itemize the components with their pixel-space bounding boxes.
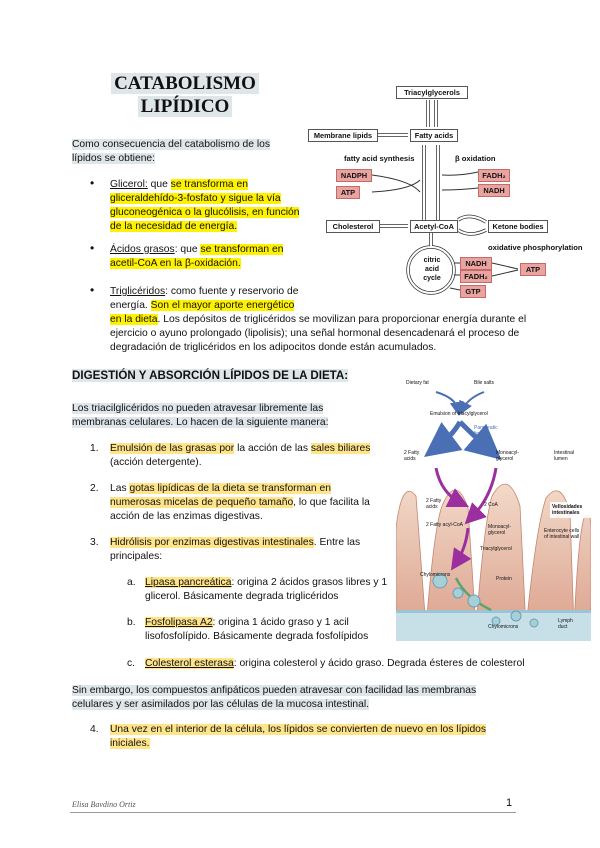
page-title <box>105 72 265 118</box>
item-2: Las gotas lipídicas de la dieta se transforman en numerosas micelas de pequeño tamaño, lo que facilita la acción de las enzimas digestivas. <box>110 483 370 522</box>
fadh2-box: FADH₂ <box>478 169 510 182</box>
citric-acid-cycle-label: citric acid cycle <box>423 257 441 282</box>
bile-salts-label: Bile salts <box>474 380 495 386</box>
pancreatic-lipase-label: Pancreatic lipase <box>474 425 498 437</box>
nadh-box: NADH <box>478 184 510 197</box>
lipid-metabolism-diagram <box>300 80 600 305</box>
fatty-acid-synthesis-label: fatty acid synthesis <box>344 154 415 163</box>
item-3: Hidrólisis por enzimas digestivas intestinales. Entre las principales: <box>110 537 361 562</box>
title-line-2: LIPÍDICO <box>138 96 233 117</box>
gtp-box: GTP <box>460 285 486 298</box>
ketone-bodies-box: Ketone bodies <box>488 220 548 233</box>
intestinal-absorption-figure <box>396 378 591 641</box>
coa-label: 2 CoA <box>484 502 498 508</box>
atp-box: ATP <box>336 186 360 199</box>
sub-item-b: Fosfolipasa A2: origina 1 ácido graso y 1 acil lisofosfolípido. Básicamente degrada fosfolípidos <box>145 617 369 642</box>
paragraph-intro: Los triacilglicéridos no pueden atravesar libremente las membranas celulares. Lo hacen de la siguiente manera: <box>72 403 329 428</box>
membrane-lipids-box: Membrane lipids <box>308 129 378 142</box>
sub-item-letter: c. <box>127 658 136 669</box>
bullet-trigliceridos: Triglicéridos: como fuente y reservorio de energía. Son el mayor aporte energético en la dieta. Los depósitos de triglicéridos se movilizan para proporcionar energía durante el ejercicio o ayuno prolongado (lipolisis); una señal hormonal desencadenará el proceso de degradación de triglicéridos en los adipocitos donde están acumulados. <box>110 286 527 353</box>
footer-divider <box>70 812 516 813</box>
section-heading: DIGESTIÓN Y ABSORCIÓN LÍPIDOS DE LA DIETA: <box>72 369 349 382</box>
monoacylglycerol-label-2: Monoacyl- glycerol <box>488 524 512 536</box>
bullet-dot: • <box>90 176 95 190</box>
sub-item-c: Colesterol esterasa: origina colesterol y ácido graso. Degrada ésteres de colesterol <box>145 658 525 669</box>
intro-text: Como consecuencia del catabolismo de los lípidos se obtiene: <box>72 139 271 164</box>
item-number: 4. <box>90 724 99 735</box>
paragraph-amphipathic: Sin embargo, los compuestos anfipáticos pueden atravesar con facilidad las membranas celulares y ser asimilados por las células de la mucosa intestinal. <box>72 685 477 710</box>
fatty-acids-label-2: 2 Fatty acids <box>426 498 442 510</box>
nadh-box-2: NADH <box>460 257 492 270</box>
fatty-acids-box: Fatty acids <box>410 129 458 142</box>
enterocyte-label: Enterocyte cells of intestinal wall <box>544 528 580 540</box>
nadph-box: NADPH <box>336 169 372 182</box>
triacylglycerols-box: Triacylglycerols <box>396 86 468 99</box>
item-number: 2. <box>90 483 99 494</box>
atp-box-2: ATP <box>520 263 546 276</box>
acetyl-coa-box: Acetyl-CoA <box>410 220 458 233</box>
lymph-duct-label: Lymph duct <box>558 618 573 630</box>
page-number: 1 <box>506 797 513 809</box>
bullet-acidos: Ácidos grasos: que se transforman en acetil-CoA en la β-oxidación. <box>110 244 284 269</box>
dietary-fat-label: Dietary fat <box>406 380 429 386</box>
monoacylglycerol-label: Monoacyl- glycerol <box>496 450 520 462</box>
bullet-dot: • <box>90 241 95 255</box>
item-4: Una vez en el interior de la célula, los lípidos se convierten de nuevo en los lípidos iniciales. <box>110 724 487 749</box>
intestinal-lumen-label: Intestinal lumen <box>554 450 575 462</box>
sub-item-letter: b. <box>127 617 136 628</box>
cholesterol-box: Cholesterol <box>326 220 380 233</box>
item-number: 3. <box>90 537 99 548</box>
emulsion-label: Emulsion of triacylglycerol <box>430 411 488 417</box>
bullet-dot: • <box>90 283 95 297</box>
fadh2-box-2: FADH₂ <box>460 270 492 283</box>
oxidative-phosphorylation-label: oxidative phosphorylation <box>488 243 583 252</box>
chylomicrons-label-2: Chylomicrons <box>488 624 519 630</box>
item-number: 1. <box>90 443 99 454</box>
sub-item-letter: a. <box>127 577 136 588</box>
bullet-glicerol: Glicerol: que se transforma en gliceraldehído-3-fosfato y sigue la vía gluconeogénica o la glucólisis, en función de la necesidad de energía. <box>110 179 300 232</box>
fatty-acids-label: 2 Fatty acids <box>404 450 420 462</box>
fatty-acyl-coa-label: 2 Fatty acyl-CoA <box>426 522 463 528</box>
chylomicrons-label: Chylomicrons <box>420 572 451 578</box>
villi-label: Vellosidades intestinales <box>552 504 583 516</box>
beta-oxidation-label: β oxidation <box>455 154 496 163</box>
footer-author: Elisa Bavdino Ortiz <box>72 800 136 809</box>
triacylglycerol-label: Triacylglycerol <box>480 546 512 552</box>
sub-item-a: Lipasa pancreática: origina 2 ácidos grasos libres y 1 glicerol. Básicamente degrada triglicéridos <box>145 577 388 602</box>
title-line-1: CATABOLISMO <box>111 73 259 94</box>
protein-label: Protein <box>496 576 512 582</box>
item-1: Emulsión de las grasas por la acción de las sales biliares (acción detergente). <box>110 443 371 468</box>
